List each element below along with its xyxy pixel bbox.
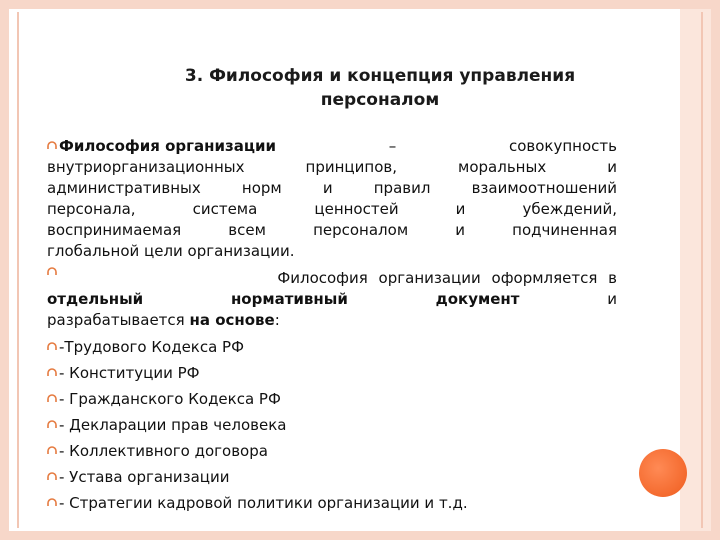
list-item <box>47 337 617 358</box>
p1-line-6: глобальной цели организации. <box>47 242 295 260</box>
p1-line-2: внутриорганизационных принципов, моральных и <box>47 158 617 176</box>
list-item-text: - Устава организации <box>59 468 230 486</box>
title-line-2: персоналом <box>320 90 440 110</box>
list-item-text: - Декларации прав человека <box>59 416 287 434</box>
bullet-icon <box>47 141 57 150</box>
p1-dash: – <box>388 137 397 155</box>
paragraph-document <box>47 268 617 331</box>
list-item <box>47 415 617 436</box>
p2-line-1-text: Философия организации оформляется в <box>277 269 617 287</box>
list-item <box>47 441 617 462</box>
p1-line-4: персонала, система ценностей и убеждений, <box>47 200 617 218</box>
bullet-icon <box>47 368 57 377</box>
list-item-text: - Гражданского Кодекса РФ <box>59 390 281 408</box>
slide-title <box>60 64 700 112</box>
p1-line-5: воспринимаемая всем персоналом и подчиненная <box>47 221 617 239</box>
p1-term: Философия организации <box>59 137 276 155</box>
p2-line-3-text: разрабатывается <box>47 311 185 329</box>
bullet-icon <box>47 267 57 276</box>
bullet-icon <box>47 394 57 403</box>
bullet-icon <box>47 420 57 429</box>
p1-line-3: административных норм и правил взаимоотношений <box>47 179 617 197</box>
p2-bold-2: нормативный <box>230 290 348 308</box>
p2-bold-1: отдельный <box>47 290 144 308</box>
paragraph-definition <box>47 136 617 262</box>
bullet-icon <box>47 472 57 481</box>
bullet-icon <box>47 342 57 351</box>
p2-line-2 <box>47 289 617 310</box>
list-item-text: - Стратегии кадровой политики организации и т.д. <box>59 494 468 512</box>
slide-content <box>47 136 617 519</box>
list-item <box>47 467 617 488</box>
p2-line-3-bold: на основе <box>189 311 275 329</box>
bullet-icon <box>47 446 57 455</box>
p2-line-1 <box>47 268 617 289</box>
list-item <box>47 493 617 514</box>
list-item <box>47 389 617 410</box>
list-item <box>47 363 617 384</box>
list-item-text: -Трудового Кодекса РФ <box>59 338 245 356</box>
bullet-icon <box>47 498 57 507</box>
p2-line-3-tail: : <box>274 311 280 329</box>
p2-line-3 <box>47 310 617 331</box>
title-line-1: 3. Философия и концепция управления <box>184 66 576 86</box>
p1-line-1 <box>47 136 617 157</box>
p1-word: совокупность <box>508 137 617 155</box>
list-item-text: - Коллективного договора <box>59 442 268 460</box>
p2-line-2-end: и <box>607 290 617 308</box>
orange-circle-decoration <box>639 449 687 497</box>
list-item-text: - Конституции РФ <box>59 364 200 382</box>
p2-bold-3: документ <box>435 290 520 308</box>
